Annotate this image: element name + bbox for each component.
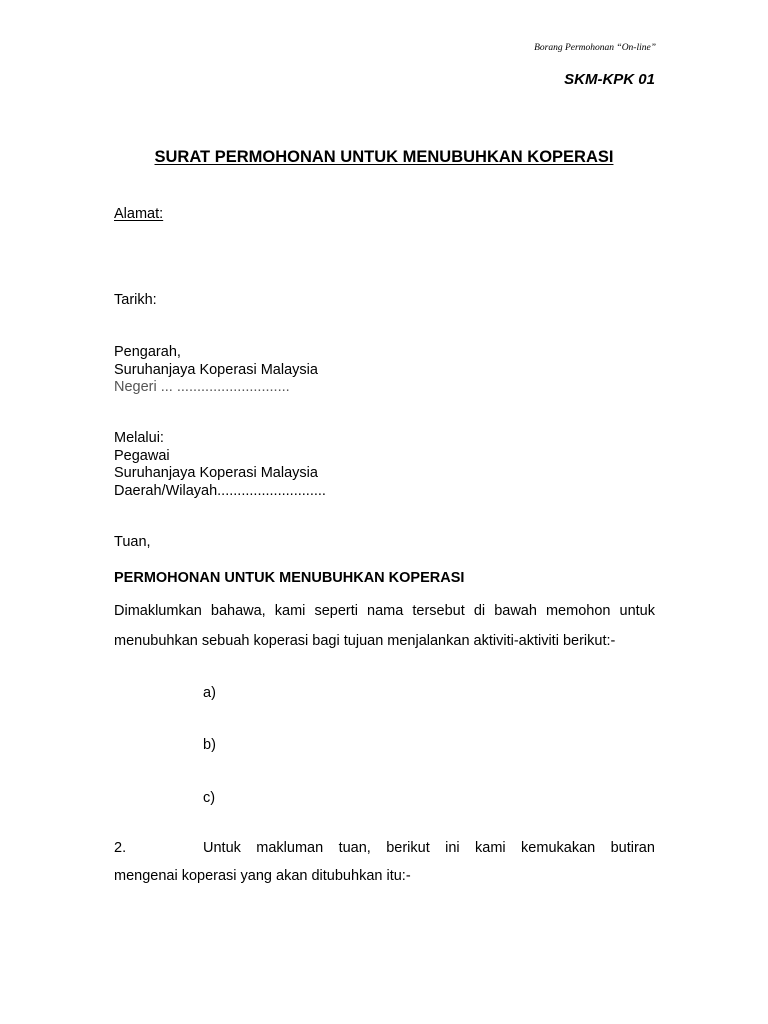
- subject-heading: PERMOHONAN UNTUK MENUBUHKAN KOPERASI: [114, 570, 465, 586]
- paragraph-2-continuation: mengenai koperasi yang akan ditubuhkan itu:-: [114, 868, 411, 884]
- recipient-block: [114, 344, 318, 397]
- form-code: SKM-KPK 01: [564, 71, 655, 88]
- paragraph-2-word: kemukakan: [521, 840, 596, 856]
- paragraph-2-word: makluman: [256, 840, 324, 856]
- paragraph-2-number: 2.: [114, 840, 127, 856]
- activity-item-b: b): [203, 737, 216, 753]
- page-title: SURAT PERMOHONAN UNTUK MENUBUHKAN KOPERASI: [154, 148, 614, 166]
- paragraph-2-word: Untuk: [203, 840, 241, 856]
- activity-item-c: c): [203, 790, 216, 806]
- via-label: Melalui:: [114, 430, 164, 446]
- via-officer: Pegawai: [114, 447, 170, 464]
- recipient-title: Pengarah,: [114, 344, 181, 360]
- via-block: [114, 430, 326, 500]
- recipient-state: Negeri ... ............................: [114, 379, 290, 395]
- date-label: Tarikh:: [114, 292, 157, 308]
- paragraph-2-first-line: [203, 840, 655, 856]
- address-label: Alamat:: [114, 206, 164, 222]
- paragraph-2-word: butiran: [610, 840, 655, 856]
- paragraph-1: Dimaklumkan bahawa, kami seperti nama tersebut di bawah memohon untuk menubuhkan sebuah koperasi bagi tujuan menjalankan aktiviti-aktiviti berikut:-: [114, 603, 655, 649]
- paragraph-2-word: ini: [445, 840, 460, 856]
- form-note: Borang Permohonan “On-line”: [534, 43, 656, 53]
- paragraph-2-word: tuan,: [338, 840, 371, 856]
- via-organization: Suruhanjaya Koperasi Malaysia: [114, 465, 318, 481]
- salutation: Tuan,: [114, 534, 151, 550]
- activity-item-a: a): [203, 685, 216, 701]
- paragraph-2-word: berikut: [386, 840, 430, 856]
- paragraph-2-word: kami: [475, 840, 506, 856]
- via-district: Daerah/Wilayah...........................: [114, 482, 326, 499]
- recipient-organization: Suruhanjaya Koperasi Malaysia: [114, 361, 318, 378]
